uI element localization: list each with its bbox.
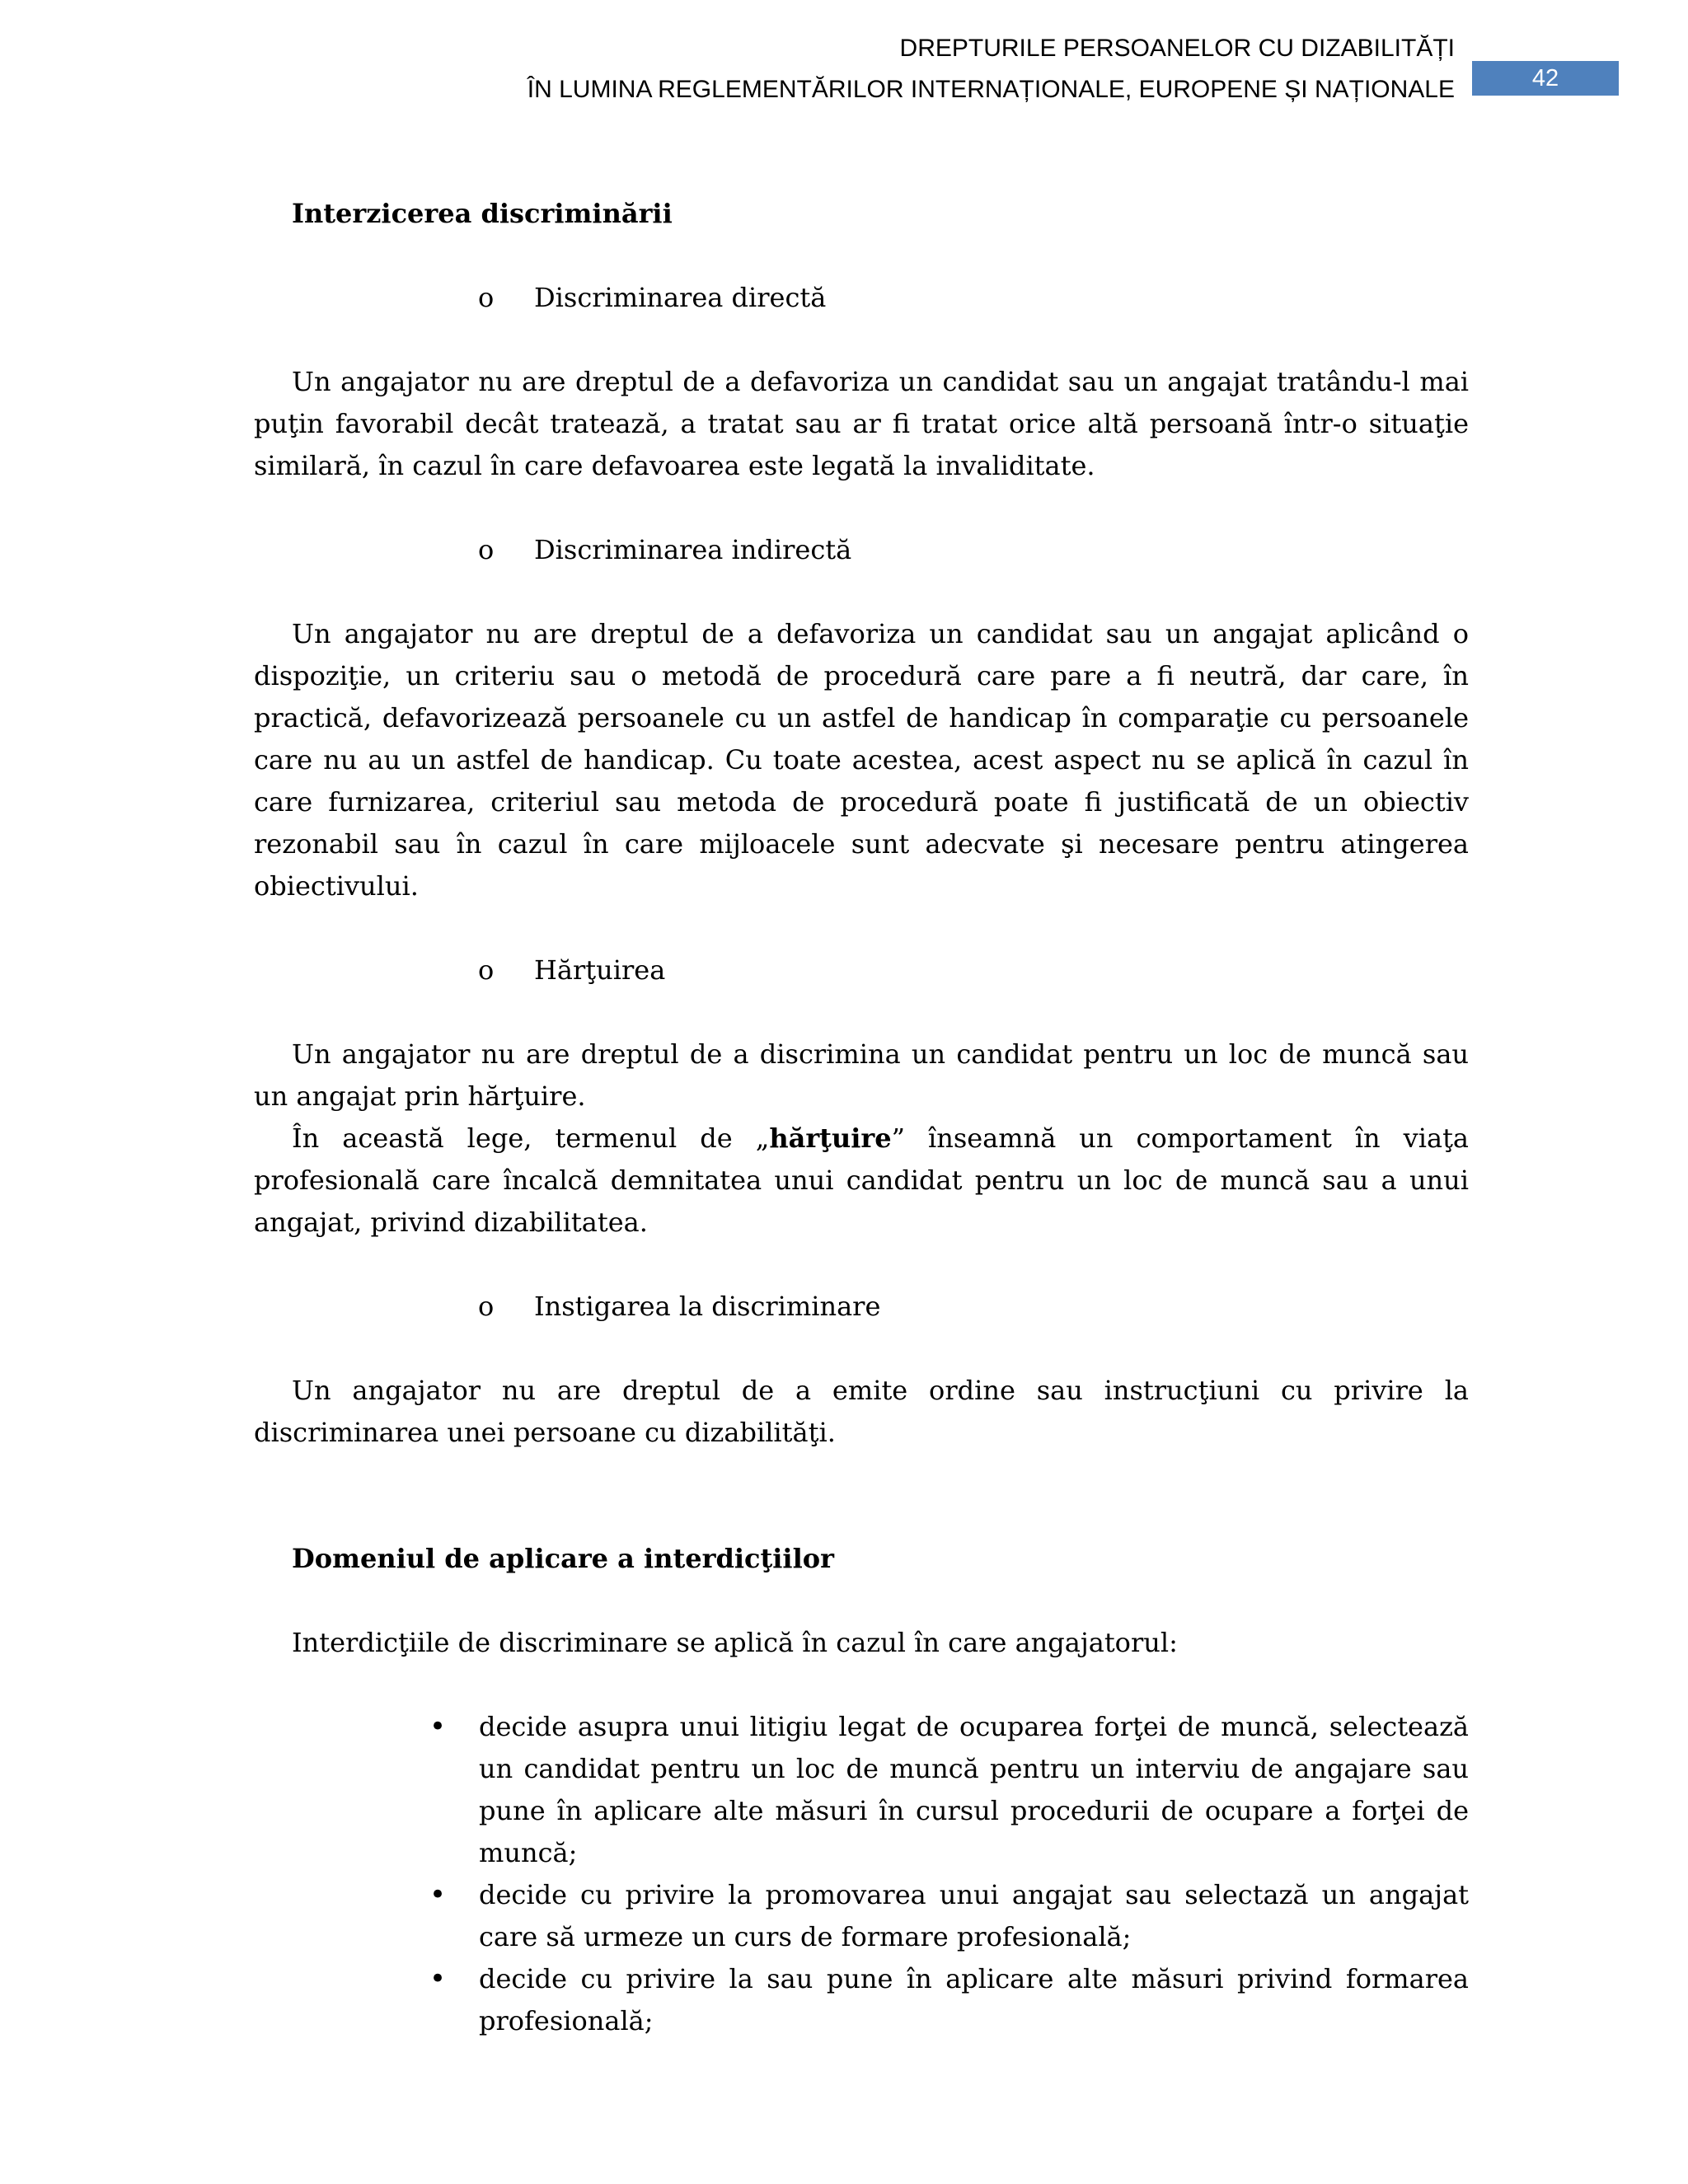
definition-lead: În această lege, termenul de „ — [292, 1122, 770, 1154]
subsection-title: Hărţuirea — [534, 954, 666, 986]
bullet-list — [254, 1706, 1469, 2042]
list-item-text: decide cu privire la promovarea unui angajat sau selectază un angajat care să urmeze un curs de formare profesională; — [479, 1879, 1469, 1952]
paragraph-direct-discrimination: Un angajator nu are dreptul de a defavoriza un candidat sau un angajat tratându-l mai puţin favorabil decât tratează, a tratat sau ar fi tratat orice altă persoană într-o situaţie similară, în cazul în care defavoarea este legată la invaliditate. — [254, 366, 1469, 481]
page-number-badge: 42 — [1472, 61, 1619, 96]
section-heading-prohibition: Interzicerea discriminării — [292, 198, 673, 229]
list-item — [429, 1958, 1469, 2042]
list-item — [429, 1874, 1469, 1958]
subsection-title: Discriminarea directă — [534, 282, 827, 313]
page-body — [254, 193, 1469, 2042]
subsection-direct-discrimination — [254, 277, 1469, 319]
running-header — [528, 28, 1455, 110]
bullet-dot-icon: • — [429, 1710, 447, 1743]
paragraph-harassment: Un angajator nu are dreptul de a discrimina un candidat pentru un loc de muncă sau un angajat prin hărţuire. — [254, 1038, 1469, 1112]
circle-bullet-icon: o — [478, 534, 495, 565]
subsection-harassment — [254, 949, 1469, 991]
subsection-title: Discriminarea indirectă — [534, 534, 852, 565]
circle-bullet-icon: o — [478, 1291, 495, 1322]
running-header-title: DREPTURILE PERSOANELOR CU DIZABILITĂȚI — [899, 35, 1455, 62]
subsection-indirect-discrimination — [254, 529, 1469, 571]
paragraph-scope-intro: Interdicţiile de discriminare se aplică în cazul în care angajatorul: — [292, 1627, 1178, 1658]
paragraph-harassment-definition — [254, 1118, 1469, 1244]
list-item-text: decide cu privire la sau pune în aplicare alte măsuri privind formarea profesională; — [479, 1963, 1469, 2036]
defined-term: hărţuire — [769, 1122, 892, 1154]
subsection-title: Instigarea la discriminare — [534, 1291, 881, 1322]
paragraph-indirect-discrimination: Un angajator nu are dreptul de a defavoriza un candidat sau un angajat aplicând o dispoziţie, un criteriu sau o metodă de procedură care pare a fi neutră, dar care, în practică, defavorizează persoanele cu un astfel de handicap în comparaţie cu persoanele care nu au un astfel de handicap. Cu toate acestea, acest aspect nu se aplică în cazul în care furnizarea, criteriul sau metoda de procedură poate fi justificată de un obiectiv rezonabil sau în cazul în care mijloacele sunt adecvate şi necesare pentru atingerea obiectivului. — [254, 618, 1469, 902]
section-heading-scope: Domeniul de aplicare a interdicţiilor — [292, 1543, 834, 1574]
bullet-dot-icon: • — [429, 1962, 447, 1995]
circle-bullet-icon: o — [478, 954, 495, 986]
list-item-text: decide asupra unui litigiu legat de ocuparea forţei de muncă, selectează un candidat pentru un loc de muncă pentru un interviu de angajare sau pune în aplicare alte măsuri în cursul procedurii de ocupare a forţei de muncă; — [479, 1711, 1469, 1868]
list-item — [429, 1706, 1469, 1874]
running-header-subtitle: ÎN LUMINA REGLEMENTĂRILOR INTERNAȚIONALE, EUROPENE ȘI NAȚIONALE — [527, 76, 1455, 103]
bullet-dot-icon: • — [429, 1878, 447, 1911]
paragraph-instigation: Un angajator nu are dreptul de a emite ordine sau instrucţiuni cu privire la discriminarea unei persoane cu dizabilităţi. — [254, 1375, 1469, 1448]
subsection-instigation — [254, 1286, 1469, 1328]
definition-text: ” înseamnă un comportament în viaţa profesională care încalcă demnitatea unui candidat pentru un loc de muncă sau a unui angajat, privind dizabilitatea. — [254, 1122, 1470, 1238]
circle-bullet-icon: o — [478, 282, 495, 313]
